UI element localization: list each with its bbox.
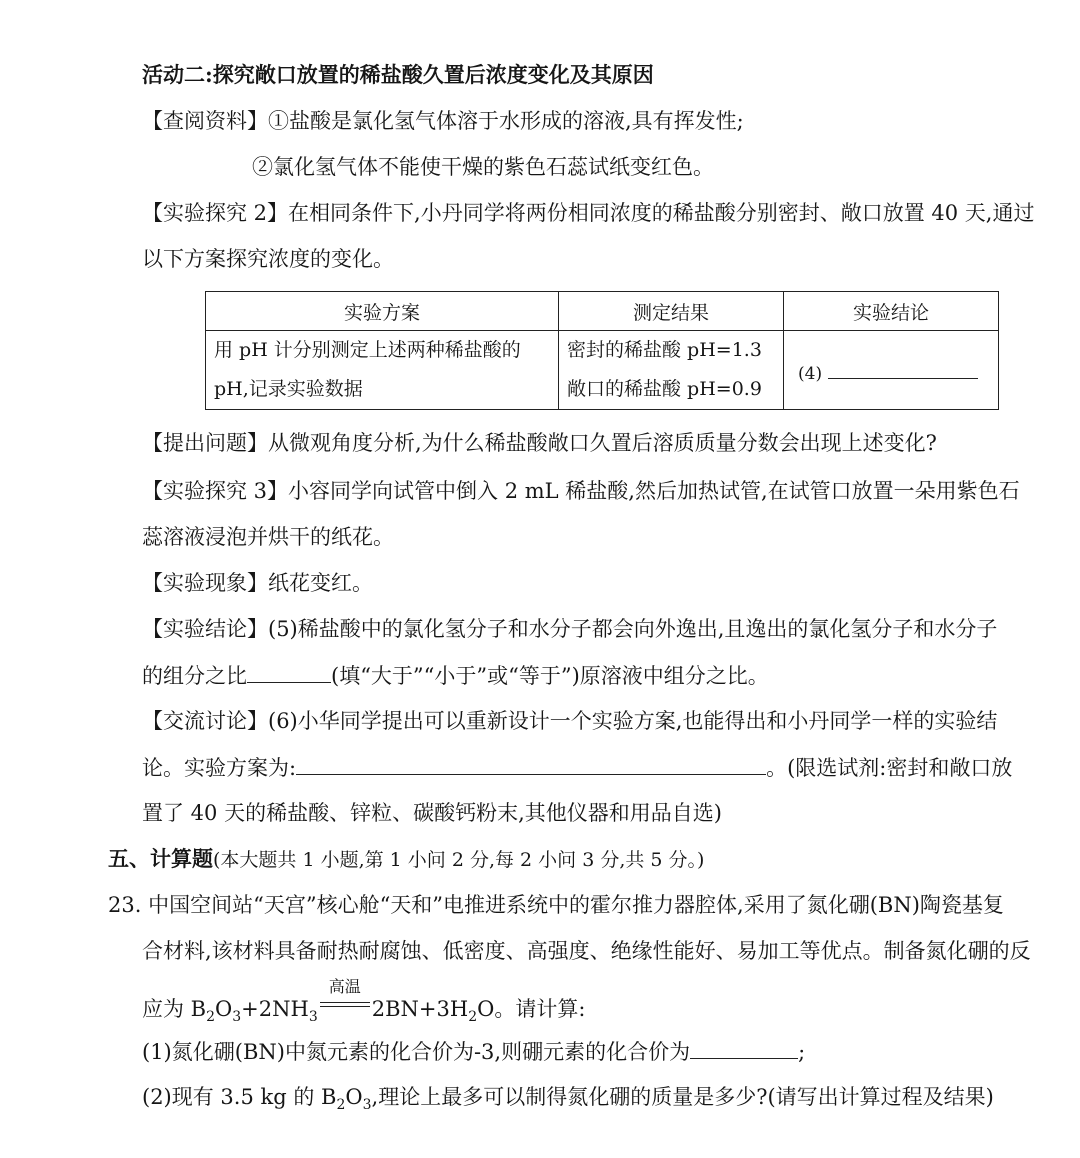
exp2-text-1: 在相同条件下,小丹同学将两份相同浓度的稀盐酸分别密封、敞口放置 40 天,通过 [288, 201, 1035, 225]
table-header-plan: 实验方案 [206, 292, 559, 331]
discussion-line-1 [142, 706, 997, 736]
answer-blank-4[interactable] [828, 356, 978, 379]
answer-blank-6[interactable] [296, 752, 766, 775]
activity-title: 活动二:探究敞口放置的稀盐酸久置后浓度变化及其原因 [142, 62, 654, 87]
conclusion-line-1 [142, 614, 997, 644]
eq-plus: +2NH [241, 997, 309, 1021]
q23-line-1 [108, 890, 1004, 920]
q23-sub2-a: (2)现有 3.5 kg 的 B [142, 1085, 337, 1109]
discussion-text-2b: 。(限选试剂:密封和敞口放 [766, 756, 1013, 780]
q23-text-2: 合材料,该材料具备耐热耐腐蚀、低密度、高强度、绝缘性能好、易加工等优点。制备氮化硼的反 [142, 939, 1031, 963]
eq-o: O [215, 997, 233, 1021]
eq-products: 2BN+3H [371, 997, 469, 1021]
eq-sub-2: 3 [232, 1009, 242, 1025]
conclusion-number: (4) [798, 364, 823, 384]
table-cell-result [559, 331, 784, 410]
eq-sub-4: 2 [468, 1009, 478, 1025]
question-label: 【提出问题】 [142, 431, 268, 455]
equals-sign [320, 1002, 370, 1007]
conclusion-text-2b: (填“大于”“小于”或“等于”)原溶液中组分之比。 [331, 664, 769, 688]
exp2-label: 【实验探究 2】 [142, 201, 289, 225]
plan-line-1: 用 pH 计分别测定上述两种稀盐酸的 [214, 339, 521, 361]
phenomenon-label: 【实验现象】 [142, 571, 268, 595]
q23-text-1: 中国空间站“天宫”核心舱“天和”电推进系统中的霍尔推力器腔体,采用了氮化硼(BN)陶瓷基复 [148, 893, 1004, 917]
conclusion-label: 【实验结论】 [142, 617, 268, 641]
phenomenon-line [142, 568, 373, 598]
table-header-conclusion: 实验结论 [784, 292, 999, 331]
discussion-label: 【交流讨论】 [142, 709, 268, 733]
discussion-line-2 [142, 752, 1012, 783]
q23-sub1-end: ; [798, 1040, 806, 1064]
table-cell-plan [206, 331, 559, 410]
eq-prefix: 应为 B [142, 997, 207, 1021]
exp3-text-2: 蕊溶液浸泡并烘干的纸花。 [142, 525, 394, 549]
q23-equation [142, 977, 586, 1027]
table-header-result: 测定结果 [559, 292, 784, 331]
experiment-table [205, 291, 999, 410]
section5-title: 五、计算题 [108, 846, 213, 871]
q23-sub2-o: O [345, 1085, 363, 1109]
eq-sub-3: 3 [308, 1009, 318, 1025]
phenomenon-text: 纸花变红。 [268, 571, 373, 595]
exp2-text-2: 以下方案探究浓度的变化。 [142, 247, 394, 271]
reaction-condition: 高温 [328, 977, 361, 996]
section5-note: (本大题共 1 小题,第 1 小问 2 分,每 2 小问 3 分,共 5 分。) [213, 849, 705, 871]
table-cell-conclusion [784, 331, 999, 410]
reference-item-1: ①盐酸是氯化氢气体溶于水形成的溶液,具有挥发性; [268, 109, 744, 133]
discussion-text-2a: 论。实验方案为: [142, 756, 297, 780]
q23-sub2-b: ,理论上最多可以制得氮化硼的质量是多少?(请写出计算过程及结果) [371, 1085, 994, 1109]
section5-line [108, 844, 704, 875]
result-open: 敞口的稀盐酸 pH=0.9 [567, 378, 762, 400]
exp2-line-1 [142, 198, 1034, 228]
reference-item-2: ②氯化氢气体不能使干燥的紫色石蕊试纸变红色。 [252, 155, 714, 179]
discussion-text-3: 置了 40 天的稀盐酸、锌粒、碳酸钙粉末,其他仪器和用品自选) [142, 801, 722, 825]
q23-sub2-sub-2: 3 [362, 1097, 372, 1113]
eq-suffix: O。请计算: [477, 997, 586, 1021]
q23-sub2-sub-1: 2 [336, 1097, 346, 1113]
q23-number: 23. [108, 893, 142, 917]
reference-label: 【查阅资料】 [142, 109, 268, 133]
exp3-text-1: 小容同学向试管中倒入 2 mL 稀盐酸,然后加热试管,在试管口放置一朵用紫色石 [288, 479, 1020, 503]
conclusion-text-2a: 的组分之比 [142, 664, 247, 688]
question-text: 从微观角度分析,为什么稀盐酸敞口久置后溶质质量分数会出现上述变化? [268, 431, 937, 455]
exp3-label: 【实验探究 3】 [142, 479, 289, 503]
result-sealed: 密封的稀盐酸 pH=1.3 [567, 339, 762, 361]
eq-sub-1: 2 [206, 1009, 216, 1025]
reaction-arrow [318, 977, 372, 1016]
q23-sub1: (1)氮化硼(BN)中氮元素的化合价为-3,则硼元素的化合价为 [142, 1040, 691, 1064]
q23-sub2-line [142, 1082, 994, 1115]
reference-line-1 [142, 106, 744, 136]
conclusion-line-2 [142, 660, 769, 691]
answer-blank-5[interactable] [247, 660, 331, 683]
answer-blank-q23-1[interactable] [690, 1036, 798, 1059]
plan-line-2: pH,记录实验数据 [214, 378, 363, 400]
exp3-line-1 [142, 476, 1020, 506]
q23-sub1-line [142, 1036, 805, 1067]
question-line [142, 428, 937, 458]
discussion-text-1: (6)小华同学提出可以重新设计一个实验方案,也能得出和小丹同学一样的实验结 [268, 709, 998, 733]
conclusion-text-1: (5)稀盐酸中的氯化氢分子和水分子都会向外逸出,且逸出的氯化氢分子和水分子 [268, 617, 998, 641]
